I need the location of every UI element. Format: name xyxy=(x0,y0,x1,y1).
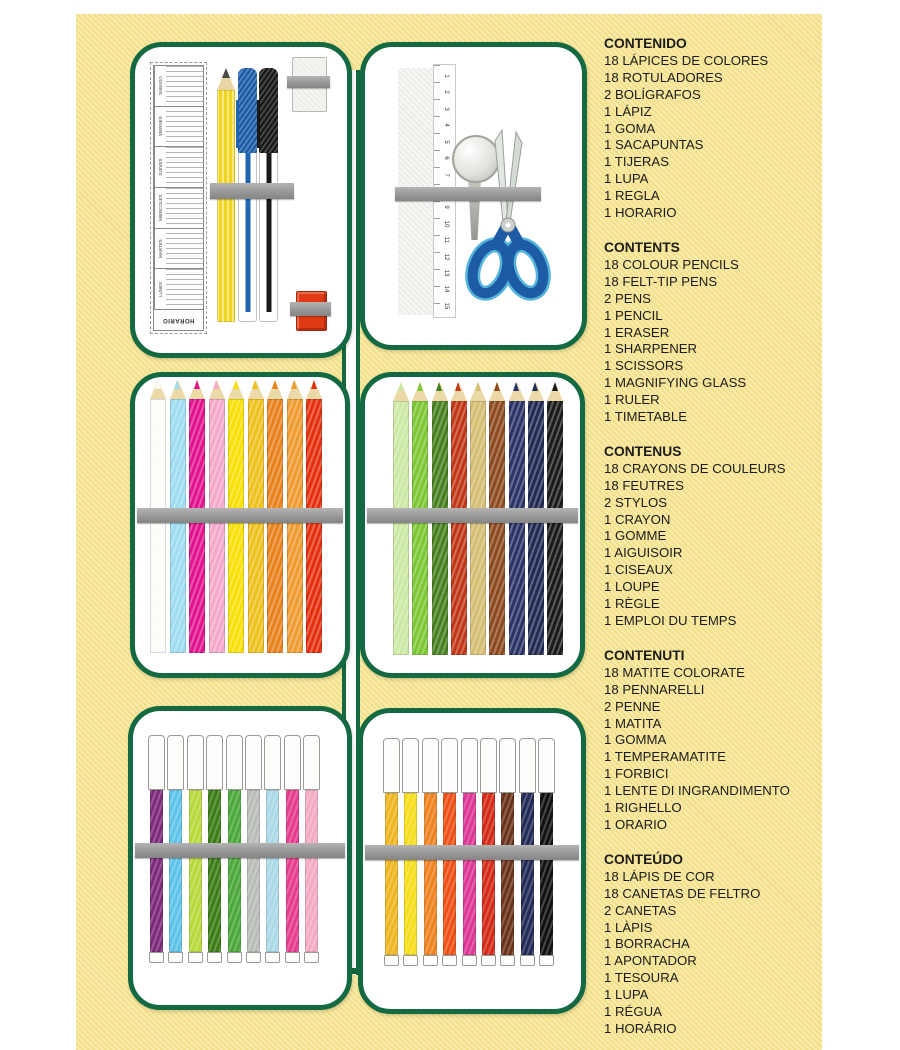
pencil-shaft xyxy=(509,401,525,655)
elastic-strap xyxy=(287,76,330,88)
tier2-left-panel xyxy=(130,372,350,678)
language-section xyxy=(604,444,824,630)
ruler-number: 4 xyxy=(443,123,449,127)
felt-pen-end xyxy=(481,955,496,966)
ruler-number: 2 xyxy=(443,90,449,95)
felt-pen-end xyxy=(207,952,222,963)
content-item: 1 MATITA xyxy=(604,715,662,731)
content-item: 18 FEUTRES xyxy=(604,477,684,493)
content-item: 1 GOMMA xyxy=(604,732,667,748)
timetable-day-cells xyxy=(166,229,203,269)
pen-ink xyxy=(266,153,271,312)
timetable-day-row xyxy=(154,66,203,106)
tier3-right-panel xyxy=(358,708,586,1014)
content-item: 1 REGLA xyxy=(604,188,660,204)
felt-pen-cap xyxy=(264,735,281,790)
content-item: 18 FELT-TIP PENS xyxy=(604,273,718,289)
felt-pen-end xyxy=(168,952,183,963)
felt-pen-cap xyxy=(461,738,478,793)
content-item: 1 LUPA xyxy=(604,171,649,187)
content-item: 2 STYLOS xyxy=(604,494,668,510)
tier1-right-panel xyxy=(360,42,587,350)
content-item: 18 ROTULADORES xyxy=(604,69,723,85)
language-title: CONTEÚDO xyxy=(604,851,683,867)
timetable-day-cells xyxy=(166,147,203,187)
pencil-shaft xyxy=(267,399,283,653)
pencil-tip xyxy=(451,382,467,401)
pencil-point xyxy=(222,68,230,78)
pencil-point xyxy=(194,380,200,389)
felt-pen-barrel xyxy=(189,790,202,952)
content-item: 1 BORRACHA xyxy=(604,936,690,952)
felt-pen-cap xyxy=(206,735,223,790)
content-item: 1 FORBICI xyxy=(604,766,669,782)
pen-body xyxy=(238,153,257,322)
timetable-day-row xyxy=(154,146,203,187)
timetable-day-row xyxy=(154,268,203,309)
timetable-day-cells xyxy=(166,269,203,309)
felt-pen-barrel xyxy=(286,790,299,952)
language-title: CONTENUS xyxy=(604,443,682,459)
felt-pen-cap xyxy=(538,738,555,793)
language-title: CONTENUTI xyxy=(604,647,685,663)
ruler-number: 13 xyxy=(443,269,449,277)
content-item: 2 CANETAS xyxy=(604,902,677,918)
content-item: 18 CANETAS DE FELTRO xyxy=(604,885,761,901)
content-item: 1 GOMA xyxy=(604,120,656,136)
felt-pen-end xyxy=(442,955,457,966)
ruler-number: 15 xyxy=(443,302,449,310)
pencil-point xyxy=(475,382,481,391)
pencil-tip xyxy=(267,380,283,399)
pencil-tip xyxy=(209,380,225,399)
timetable-day-row xyxy=(154,106,203,147)
ruler-number: 7 xyxy=(443,172,449,177)
language-title: CONTENTS xyxy=(604,239,680,255)
pencil-tip xyxy=(509,382,525,401)
ruler-number: 12 xyxy=(443,253,449,260)
pencil-shaft xyxy=(189,399,205,653)
timetable-day-row xyxy=(154,187,203,228)
pencil-shaft xyxy=(547,401,563,655)
elastic-strap xyxy=(395,187,541,201)
pencil-shaft xyxy=(150,399,166,653)
timetable-day-label: JUEVES xyxy=(154,147,166,187)
tier2-right-panel xyxy=(360,372,585,678)
pencil-shaft xyxy=(451,401,467,655)
content-item: 1 RÈGLE xyxy=(604,596,660,612)
elastic-strap xyxy=(365,845,579,860)
ruler-number: 1 xyxy=(443,74,449,78)
felt-pen-barrel xyxy=(501,793,514,955)
felt-pen-end xyxy=(265,952,280,963)
content-item: 1 RÉGUA xyxy=(604,1004,662,1020)
felt-pen-cap xyxy=(480,738,497,793)
content-item: 2 PENS xyxy=(604,290,651,306)
pencil-tip xyxy=(248,380,264,399)
pencil-shaft xyxy=(412,401,428,655)
elastic-strap xyxy=(137,508,343,523)
content-item: 18 PENNARELLI xyxy=(604,681,705,697)
felt-pen-barrel xyxy=(150,790,163,952)
pencil-tip xyxy=(306,380,322,399)
felt-pen-end xyxy=(227,952,242,963)
pencil-shaft xyxy=(528,401,544,655)
pencil-tip xyxy=(489,382,505,401)
pencil-point xyxy=(233,380,239,389)
content-item: 1 TEMPERAMATITE xyxy=(604,749,726,765)
content-item: 1 HORARIO xyxy=(604,205,677,221)
felt-pen-end xyxy=(149,952,164,963)
pencil-shaft xyxy=(209,399,225,653)
content-item: 1 APONTADOR xyxy=(604,953,697,969)
felt-pen-cap xyxy=(383,738,400,793)
content-item: 1 ERASER xyxy=(604,324,670,340)
content-item: 1 LÀPIS xyxy=(604,919,653,935)
felt-pen-barrel xyxy=(305,790,318,952)
pencil-point xyxy=(552,382,558,391)
content-item: 1 GOMME xyxy=(604,528,667,544)
pencil-point xyxy=(398,382,404,391)
content-item: 1 TIJERAS xyxy=(604,154,669,170)
pencil-point xyxy=(494,382,500,391)
pencil-tip xyxy=(528,382,544,401)
felt-pen-end xyxy=(539,955,554,966)
pencil-shaft xyxy=(306,399,322,653)
pencil-point xyxy=(513,382,519,391)
pencil-tip xyxy=(470,382,486,401)
felt-pen-cap xyxy=(226,735,243,790)
timetable-grid xyxy=(154,66,203,309)
content-item: 1 TESOURA xyxy=(604,970,679,986)
pencil-tip xyxy=(547,382,563,401)
ruler-number: 9 xyxy=(443,205,449,210)
pencil-shaft xyxy=(217,90,235,322)
felt-pen-end xyxy=(384,955,399,966)
pencil-point xyxy=(532,382,538,391)
ruler-number: 6 xyxy=(443,156,449,160)
content-item: 1 RULER xyxy=(604,392,660,408)
felt-pen-end xyxy=(403,955,418,966)
content-item: 1 CRAYON xyxy=(604,511,671,527)
pencil-point xyxy=(213,380,219,389)
felt-pen-cap xyxy=(187,735,204,790)
pencil-tip xyxy=(150,380,166,399)
felt-pen-barrel xyxy=(247,790,260,952)
content-item: 2 BOLÍGRAFOS xyxy=(604,86,701,102)
pencil-point xyxy=(272,380,278,389)
scissors xyxy=(465,127,553,307)
felt-pen-barrel xyxy=(463,793,476,955)
felt-pen-barrel xyxy=(521,793,534,955)
pen-cap xyxy=(238,68,257,153)
language-title: CONTENIDO xyxy=(604,36,687,51)
pencil-tip xyxy=(287,380,303,399)
pencil-point xyxy=(155,380,161,389)
felt-pen-barrel xyxy=(208,790,221,952)
pencil-shaft xyxy=(170,399,186,653)
pencil-shaft xyxy=(489,401,505,655)
content-item: 18 LÁPIS DE COR xyxy=(604,868,715,884)
felt-pen-cap xyxy=(284,735,301,790)
timetable-day-cells xyxy=(166,107,203,147)
felt-pen-end xyxy=(246,952,261,963)
language-section xyxy=(604,240,824,426)
timetable-day-label: VIERNES xyxy=(154,107,166,147)
tier3-left-panel xyxy=(128,706,352,1010)
content-item: 1 CISEAUX xyxy=(604,562,673,578)
felt-pen-cap xyxy=(499,738,516,793)
content-item: 2 PENNE xyxy=(604,698,661,714)
timetable-card xyxy=(150,62,207,334)
ruler-number: 3 xyxy=(443,107,449,111)
timetable-day-row xyxy=(154,228,203,269)
elastic-strap xyxy=(367,508,578,523)
felt-pen-barrel xyxy=(482,793,495,955)
pencil-point xyxy=(436,382,442,391)
ruler-number: 11 xyxy=(443,237,449,244)
ruler-number: 14 xyxy=(443,286,449,293)
felt-pen-end xyxy=(520,955,535,966)
language-section xyxy=(604,36,824,222)
felt-pen-end xyxy=(285,952,300,963)
language-section xyxy=(604,648,824,834)
elastic-strap xyxy=(290,302,331,316)
language-section xyxy=(604,852,824,1038)
felt-pen-end xyxy=(423,955,438,966)
content-item: 1 MAGNIFYING GLASS xyxy=(604,375,747,391)
felt-pen-end xyxy=(304,952,319,963)
pencil-shaft xyxy=(228,399,244,653)
felt-pen-end xyxy=(462,955,477,966)
pen-ink xyxy=(245,153,250,312)
pencil-tip xyxy=(432,382,448,401)
felt-pen-barrel xyxy=(404,793,417,955)
timetable-day-cells xyxy=(166,66,203,106)
timetable-day-label: LUNES xyxy=(154,269,166,309)
felt-pen-barrel xyxy=(385,793,398,955)
content-item: 1 EMPLOI DU TEMPS xyxy=(604,613,737,628)
content-item: 18 LÁPICES DE COLORES xyxy=(604,52,769,68)
ruler-number: 10 xyxy=(443,220,449,228)
content-item: 1 PENCIL xyxy=(604,307,663,323)
content-item: 1 ORARIO xyxy=(604,816,668,832)
tier1-left-panel xyxy=(130,42,352,358)
elastic-strap xyxy=(135,843,345,858)
pencil-point xyxy=(455,382,461,391)
felt-pen-barrel xyxy=(443,793,456,955)
felt-pen-barrel xyxy=(266,790,279,952)
content-item: 18 MATITE COLORATE xyxy=(604,664,745,680)
felt-pen-barrel xyxy=(169,790,182,952)
content-item: 1 LÁPIZ xyxy=(604,103,652,119)
content-item: 1 SACAPUNTAS xyxy=(604,137,704,153)
content-item: 18 CRAYONS DE COULEURS xyxy=(604,460,786,476)
pencil-shaft xyxy=(470,401,486,655)
ruler-number: 5 xyxy=(443,140,449,144)
timetable-title: HORARIO xyxy=(154,309,203,330)
content-item: 1 SCISSORS xyxy=(604,358,684,374)
pencil-tip xyxy=(412,382,428,401)
felt-pen-cap xyxy=(441,738,458,793)
content-item: 1 RIGHELLO xyxy=(604,800,682,816)
pencil-tip xyxy=(189,380,205,399)
timetable-day-label: SABADO xyxy=(154,66,166,106)
content-item: 1 LOUPE xyxy=(604,579,660,595)
content-item: 1 LENTE DI INGRANDIMENTO xyxy=(604,783,790,799)
felt-pen-barrel xyxy=(424,793,437,955)
felt-pen-end xyxy=(188,952,203,963)
timetable-grid-inner xyxy=(153,65,204,331)
felt-pen-cap xyxy=(402,738,419,793)
pencil-point xyxy=(417,382,423,391)
pencil-point xyxy=(174,380,180,389)
content-item: 18 COLOUR PENCILS xyxy=(604,256,739,272)
felt-pen-cap xyxy=(167,735,184,790)
timetable-day-label: MIERCOLES xyxy=(154,188,166,228)
pencil-tip xyxy=(228,380,244,399)
felt-pen-barrel xyxy=(228,790,241,952)
elastic-strap xyxy=(210,183,294,199)
pencil-shaft xyxy=(393,401,409,655)
timetable-day-label: MARTES xyxy=(154,229,166,269)
content-item: 1 LUPA xyxy=(604,987,649,1003)
felt-pen-cap xyxy=(303,735,320,790)
pen-body xyxy=(259,153,278,322)
felt-pen-cap xyxy=(148,735,165,790)
pencil-tip xyxy=(170,380,186,399)
pencil-shaft xyxy=(248,399,264,653)
pencil-point xyxy=(291,380,297,389)
content-item: 1 SHARPENER xyxy=(604,341,698,357)
pencil-point xyxy=(252,380,258,389)
content-item: 1 TIMETABLE xyxy=(604,409,688,425)
pencil-point xyxy=(311,380,317,389)
pencil-tip xyxy=(393,382,409,401)
pencil-shaft xyxy=(432,401,448,655)
pen-cap xyxy=(259,68,278,153)
felt-pen-cap xyxy=(519,738,536,793)
felt-pen-end xyxy=(500,955,515,966)
timetable-day-cells xyxy=(166,188,203,228)
pencil-tip xyxy=(217,68,235,90)
content-item: 1 AIGUISOIR xyxy=(604,545,683,561)
felt-pen-cap xyxy=(422,738,439,793)
felt-pen-cap xyxy=(245,735,262,790)
pencil-shaft xyxy=(287,399,303,653)
felt-pen-barrel xyxy=(540,793,553,955)
contents-lists xyxy=(604,36,824,1050)
content-item: 1 HORÁRIO xyxy=(604,1020,677,1036)
